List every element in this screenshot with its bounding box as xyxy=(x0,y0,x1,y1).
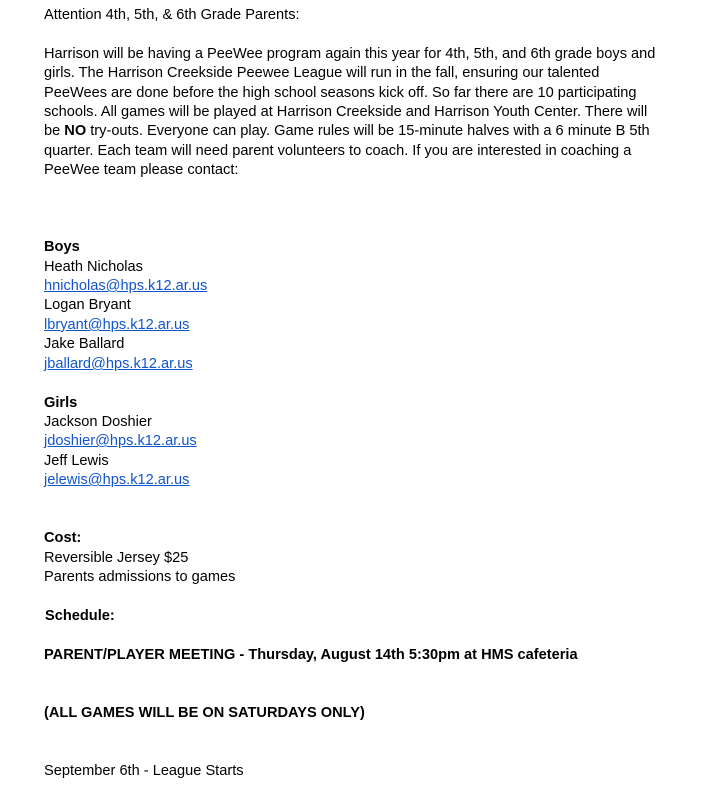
intro-line-7: PeeWee team please contact: xyxy=(44,162,239,178)
intro-line-3: PeeWees are done before the high school seasons kick off. So far there are 10 participating xyxy=(44,85,637,101)
boys-heading: Boys xyxy=(44,239,80,255)
intro-line-5 xyxy=(44,122,650,141)
girls-contact-email-link[interactable]: jdoshier@hps.k12.ar.us xyxy=(44,433,197,449)
no-tryouts-emphasis: NO xyxy=(64,123,87,139)
intro-line-5-pre: be xyxy=(44,123,65,139)
schedule-heading: Schedule: xyxy=(45,608,115,624)
boys-contact-name: Jake Ballard xyxy=(44,336,125,352)
boys-contact-email-link[interactable]: jballard@hps.k12.ar.us xyxy=(44,356,193,372)
girls-contact-name: Jeff Lewis xyxy=(44,453,109,469)
greeting-line: Attention 4th, 5th, & 6th Grade Parents: xyxy=(44,7,300,23)
girls-contact-name: Jackson Doshier xyxy=(44,414,152,430)
girls-heading: Girls xyxy=(44,395,78,411)
girls-contact-email-link[interactable]: jelewis@hps.k12.ar.us xyxy=(44,472,190,488)
meeting-announcement: PARENT/PLAYER MEETING - Thursday, August 14th 5:30pm at HMS cafeteria xyxy=(44,647,578,663)
games-saturday-note: (ALL GAMES WILL BE ON SATURDAYS ONLY) xyxy=(44,705,365,721)
intro-line-4: schools. All games will be played at Harrison Creekside and Harrison Youth Center. There will xyxy=(44,104,648,120)
boys-contact-name: Logan Bryant xyxy=(44,297,131,313)
cost-item: Parents admissions to games xyxy=(44,569,236,585)
intro-line-1: Harrison will be having a PeeWee program again this year for 4th, 5th, and 6th grade boys and xyxy=(44,46,656,62)
cost-heading: Cost: xyxy=(44,530,82,546)
intro-line-6: quarter. Each team will need parent volunteers to coach. If you are interested in coaching a xyxy=(44,143,632,159)
boys-contact-email-link[interactable]: hnicholas@hps.k12.ar.us xyxy=(44,278,208,294)
boys-contact-email-link[interactable]: lbryant@hps.k12.ar.us xyxy=(44,317,190,333)
intro-line-5-post: try-outs. Everyone can play. Game rules will be 15-minute halves with a 6 minute B 5th xyxy=(86,123,650,139)
schedule-event: September 6th - League Starts xyxy=(44,763,244,779)
cost-item: Reversible Jersey $25 xyxy=(44,550,189,566)
intro-line-2: girls. The Harrison Creekside Peewee League will run in the fall, ensuring our talented xyxy=(44,65,600,81)
boys-contact-name: Heath Nicholas xyxy=(44,259,143,275)
